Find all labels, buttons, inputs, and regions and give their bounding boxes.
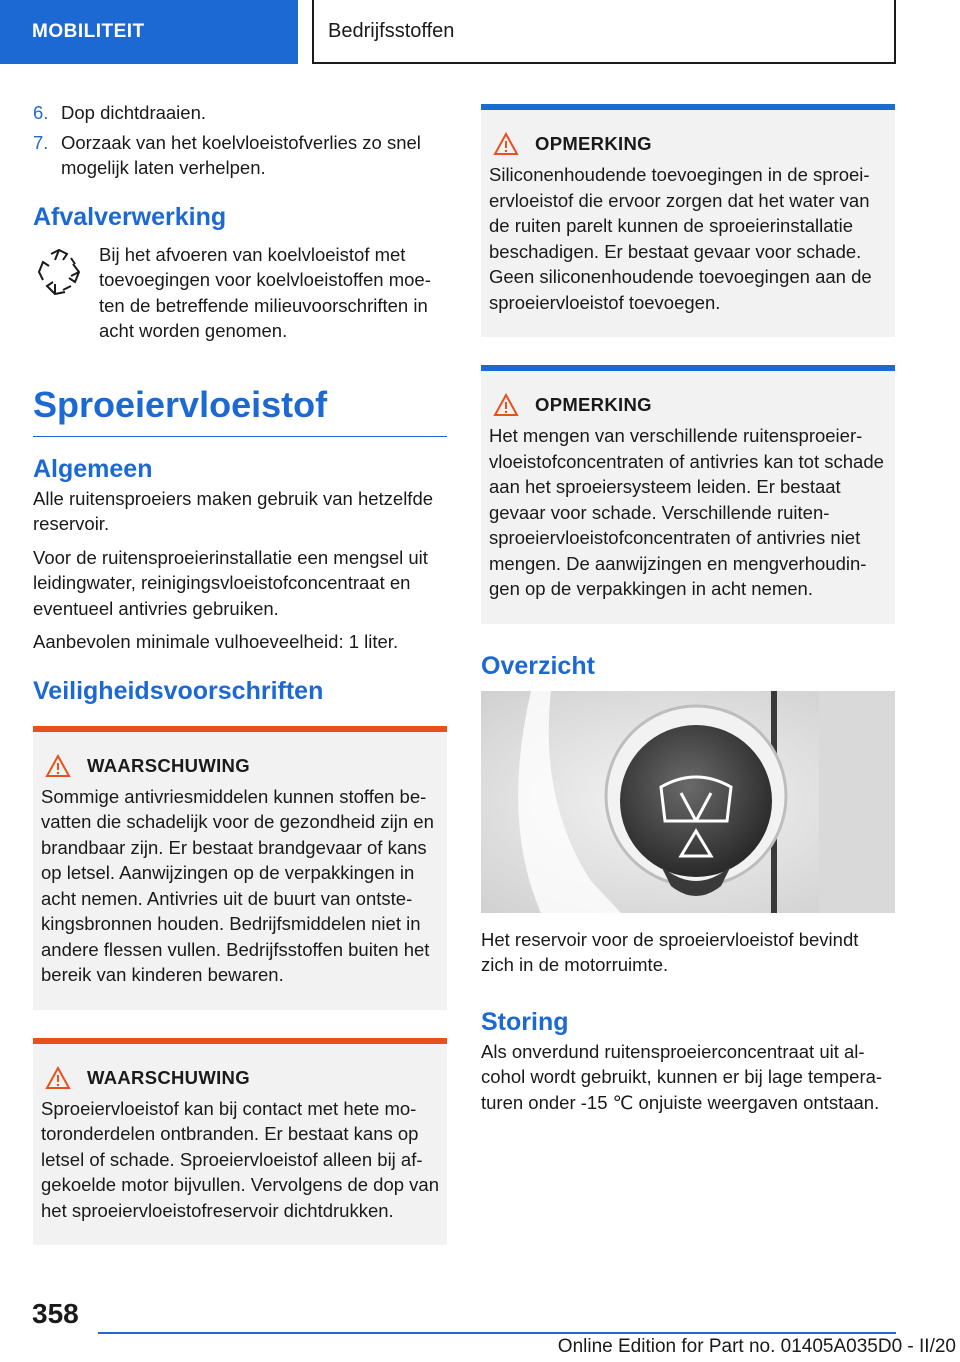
header-title [312, 0, 896, 64]
warning-box [33, 726, 447, 1010]
warning-triangle-icon [493, 393, 519, 417]
reservoir-cap-photo [481, 691, 895, 913]
footer-edition: Online Edition for Part no. 01405A035D0 - II/20 [557, 1336, 956, 1357]
warning-label: WAARSCHUWING [87, 1066, 250, 1088]
note-label: OPMERKING [535, 394, 652, 415]
step-text: Dop dichtdraaien. [61, 102, 207, 123]
heading-overzicht: Overzicht [481, 651, 595, 680]
warning-triangle-icon [493, 132, 519, 156]
note-header [489, 393, 887, 417]
footer-divider [98, 1332, 896, 1334]
section-tab[interactable] [0, 0, 298, 64]
note-text: Het mengen van verschillende ruitensproeiervloeistofconcentraten of antivries kan tot schade aan het sproeiersysteem leiden. Er bestaat gevaar voor schade. Verschillende ruitensproeiervloeistofconcentraten of antivries niet mengen. De aanwijzingen en mengverhoudingen op de verpakkingen in acht nemen. [489, 425, 884, 599]
heading-algemeen: Algemeen [33, 454, 153, 483]
list-item [33, 100, 447, 126]
algemeen-paragraph-1: Alle ruitensproeiers maken gebruik van hetzelfde reservoir. [33, 487, 434, 534]
recycle-block [33, 242, 447, 344]
overzicht-caption: Het reservoir voor de sproeiervloeistof bevindt zich in de motorruimte. [481, 928, 859, 975]
step-number: 7. [33, 131, 49, 153]
warning-triangle-icon [45, 1066, 71, 1090]
warning-triangle-icon [45, 754, 71, 778]
note-header [489, 132, 887, 156]
right-column [481, 104, 895, 1115]
algemeen-paragraph-3: Aanbevolen minimale vulhoeveelheid: 1 liter. [33, 631, 399, 652]
step-text: Oorzaak van het koelvloeistofverlies zo snel mogelijk laten verhelpen. [61, 131, 421, 178]
step-number: 6. [33, 102, 49, 123]
note-text: Siliconenhoudende toevoegingen in de sproeiervloeistof die ervoor zorgen dat het water van de ruiten parelt kunnen de sproeierinstallatie beschadigen. Er bestaat gevaar voor schade. Geen siliconenhoudende toevoegingen aan de sproeiervloeistof toevoegen. [489, 164, 872, 313]
heading-storing: Storing [481, 1007, 569, 1036]
heading-sproeiervloeistof: Sproeiervloeistof [33, 384, 447, 437]
storing-text: Als onverdund ruitensproeierconcentraat uit alcohol wordt gebruikt, kunnen er bij lage temperaturen onder -15 ℃ onjuiste weergaven ontstaan. [481, 1040, 883, 1113]
note-label: OPMERKING [535, 133, 652, 154]
note-box [481, 104, 895, 337]
heading-afvalverwerking: Afvalverwerking [33, 202, 227, 231]
warning-box [33, 1038, 447, 1246]
section-label: MOBILITEIT [32, 21, 145, 42]
page-number: 358 [32, 1298, 79, 1329]
left-column [33, 100, 447, 1273]
afval-text: Bij het afvoeren van koelvloeistof met toevoegingen voor koelvloeistoffen moeten de betreffende milieuvoorschriften in acht worden genomen. [99, 243, 431, 341]
warning-text: Sproeiervloeistof kan bij contact met hete motoronderdelen ontbranden. Er bestaat kans op letsel of schade. Sproeiervloeistof alleen bij afgekoelde motor bijvullen. Vervolgens de dop van het sproeiervloeistofreservoir dichtdrukken. [41, 1097, 440, 1221]
chapter-title: Bedrijfsstoffen [328, 19, 455, 42]
heading-veiligheid: Veiligheidsvoorschriften [33, 676, 324, 705]
step-list [33, 100, 447, 181]
warning-label: WAARSCHUWING [87, 754, 250, 776]
algemeen-paragraph-2: Voor de ruitensproeierinstallatie een mengsel uit leidingwater, reinigingsvloeistofconcentraat en eventueel antivries gebruiken. [33, 546, 428, 619]
list-item [33, 130, 447, 181]
warning-header [41, 754, 439, 778]
warning-text: Sommige antivriesmiddelen kunnen stoffen bevatten die schadelijk voor de gezondheid zijn en brandbaar zijn. Er bestaat brandgevaar of kans op letsel. Aanwijzingen op de verpakkingen in acht nemen. Antivries uit de buurt van ontstekingsbronnen houden. Bedrijfsmiddelen niet in andere flessen vullen. Bedrijfsstoffen buiten het bereik van kinderen bewaren. [41, 785, 434, 985]
recycle-icon [33, 242, 99, 344]
warning-header [41, 1066, 439, 1090]
note-box [481, 365, 895, 624]
